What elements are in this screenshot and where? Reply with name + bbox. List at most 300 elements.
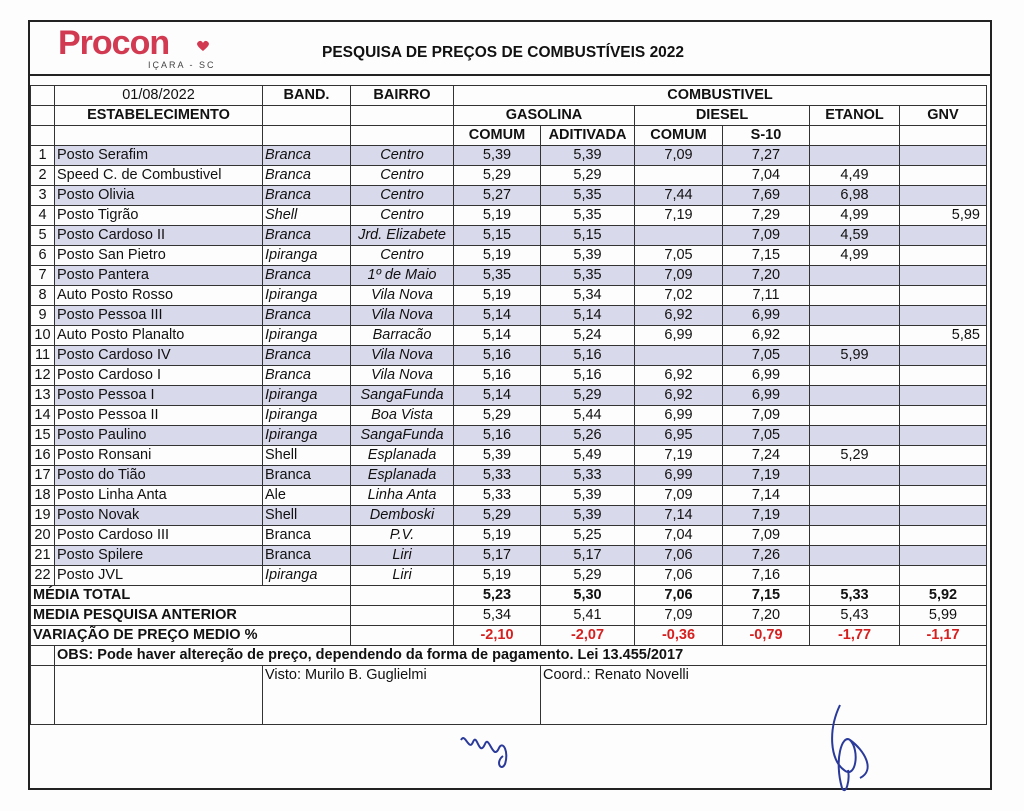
gnv-price xyxy=(900,146,987,166)
bairro-cell: SangaFunda xyxy=(351,386,454,406)
row-number: 21 xyxy=(31,546,55,566)
blank-cell xyxy=(263,126,351,146)
gasolina-aditivada-price: 5,16 xyxy=(541,366,635,386)
gasolina-header: GASOLINA xyxy=(454,106,635,126)
row-number: 11 xyxy=(31,346,55,366)
etanol-price: 5,99 xyxy=(810,346,900,366)
visto-text: Visto: Murilo B. Guglielmi xyxy=(265,667,427,683)
band-header: BAND. xyxy=(263,86,351,106)
blank-cell xyxy=(31,666,55,725)
bairro-cell: Vila Nova xyxy=(351,306,454,326)
diesel-comum-price: 7,09 xyxy=(635,146,723,166)
band-cell: Ipiranga xyxy=(263,326,351,346)
variacao-diesel-s10: -0,79 xyxy=(723,626,810,646)
establishment-name: Auto Posto Planalto xyxy=(55,326,263,346)
gasolina-comum-price: 5,15 xyxy=(454,226,541,246)
variacao xyxy=(31,626,987,646)
table-row xyxy=(31,406,987,426)
diesel-s10-header: S-10 xyxy=(723,126,810,146)
bairro-cell: 1º de Maio xyxy=(351,266,454,286)
diesel-comum-price: 7,09 xyxy=(635,266,723,286)
etanol-price: 4,99 xyxy=(810,206,900,226)
bairro-cell: Linha Anta xyxy=(351,486,454,506)
row-number: 19 xyxy=(31,506,55,526)
gasolina-aditivada-price: 5,29 xyxy=(541,386,635,406)
establishment-name: Posto Pessoa I xyxy=(55,386,263,406)
band-cell: Ipiranga xyxy=(263,286,351,306)
gasolina-aditivada-price: 5,35 xyxy=(541,186,635,206)
procon-logo xyxy=(58,24,258,70)
row-number: 1 xyxy=(31,146,55,166)
gnv-price xyxy=(900,286,987,306)
etanol-header: ETANOL xyxy=(810,106,900,126)
gasolina-comum-price: 5,19 xyxy=(454,526,541,546)
establishment-name: Posto Ronsani xyxy=(55,446,263,466)
blank-cell xyxy=(263,106,351,126)
table-row xyxy=(31,206,987,226)
media-total-gnv: 5,92 xyxy=(900,586,987,606)
etanol-price xyxy=(810,506,900,526)
media-total-gasolina-aditivada: 5,30 xyxy=(541,586,635,606)
gnv-price xyxy=(900,346,987,366)
diesel-comum-price: 6,92 xyxy=(635,306,723,326)
band-cell: Branca xyxy=(263,546,351,566)
gasolina-comum-price: 5,39 xyxy=(454,146,541,166)
band-cell: Ipiranga xyxy=(263,406,351,426)
row-number: 10 xyxy=(31,326,55,346)
gnv-price xyxy=(900,546,987,566)
bairro-cell: Vila Nova xyxy=(351,366,454,386)
diesel-comum-price: 7,19 xyxy=(635,206,723,226)
diesel-comum-price xyxy=(635,166,723,186)
combustivel-header: COMBUSTIVEL xyxy=(454,86,987,106)
etanol-price xyxy=(810,326,900,346)
bairro-cell: SangaFunda xyxy=(351,426,454,446)
band-cell: Branca xyxy=(263,346,351,366)
etanol-price xyxy=(810,366,900,386)
gasolina-comum-price: 5,14 xyxy=(454,306,541,326)
establishment-name: Posto Cardoso I xyxy=(55,366,263,386)
media-anterior-label: MEDIA PESQUISA ANTERIOR xyxy=(31,606,351,626)
blank-cell xyxy=(31,126,55,146)
establishment-name: Auto Posto Rosso xyxy=(55,286,263,306)
bairro-header: BAIRRO xyxy=(351,86,454,106)
table-row xyxy=(31,306,987,326)
gasolina-comum-price: 5,29 xyxy=(454,506,541,526)
row-number: 3 xyxy=(31,186,55,206)
blank-cell xyxy=(31,106,55,126)
media-total-diesel-s10: 7,15 xyxy=(723,586,810,606)
diesel-comum-price: 7,06 xyxy=(635,566,723,586)
diesel-comum-price: 7,44 xyxy=(635,186,723,206)
bairro-cell: Centro xyxy=(351,166,454,186)
diesel-s10-price: 6,92 xyxy=(723,326,810,346)
establishment-name: Posto Serafim xyxy=(55,146,263,166)
blank-cell xyxy=(31,86,55,106)
diesel-comum-price: 7,06 xyxy=(635,546,723,566)
visto-cell xyxy=(263,666,541,725)
etanol-price xyxy=(810,266,900,286)
bairro-cell: Centro xyxy=(351,206,454,226)
bairro-cell: P.V. xyxy=(351,526,454,546)
diesel-comum-price: 6,95 xyxy=(635,426,723,446)
gasolina-aditivada-price: 5,35 xyxy=(541,266,635,286)
gasolina-aditivada-price: 5,26 xyxy=(541,426,635,446)
row-number: 2 xyxy=(31,166,55,186)
gasolina-comum-price: 5,35 xyxy=(454,266,541,286)
gasolina-aditivada-price: 5,17 xyxy=(541,546,635,566)
table-row xyxy=(31,266,987,286)
variacao-gnv: -1,17 xyxy=(900,626,987,646)
gnv-price xyxy=(900,246,987,266)
establishment-name: Posto Cardoso IV xyxy=(55,346,263,366)
diesel-s10-price: 7,19 xyxy=(723,466,810,486)
diesel-s10-price: 7,27 xyxy=(723,146,810,166)
gasolina-comum-price: 5,17 xyxy=(454,546,541,566)
diesel-s10-price: 7,09 xyxy=(723,406,810,426)
diesel-s10-price: 7,24 xyxy=(723,446,810,466)
diesel-s10-price: 7,16 xyxy=(723,566,810,586)
bairro-cell: Liri xyxy=(351,546,454,566)
gasolina-comum-price: 5,16 xyxy=(454,366,541,386)
establishment-name: Posto Paulino xyxy=(55,426,263,446)
bairro-cell: Liri xyxy=(351,566,454,586)
table-row xyxy=(31,186,987,206)
row-number: 18 xyxy=(31,486,55,506)
bairro-cell: Vila Nova xyxy=(351,286,454,306)
gasolina-aditivada-price: 5,49 xyxy=(541,446,635,466)
table-row xyxy=(31,286,987,306)
gnv-price xyxy=(900,186,987,206)
diesel-s10-price: 7,09 xyxy=(723,226,810,246)
band-cell: Branca xyxy=(263,306,351,326)
bairro-cell: Esplanada xyxy=(351,446,454,466)
diesel-s10-price: 7,29 xyxy=(723,206,810,226)
gasolina-comum-price: 5,16 xyxy=(454,346,541,366)
band-cell: Branca xyxy=(263,466,351,486)
diesel-comum-price: 6,92 xyxy=(635,366,723,386)
bairro-cell: Boa Vista xyxy=(351,406,454,426)
establishment-name: Posto San Pietro xyxy=(55,246,263,266)
gasolina-aditivada-price: 5,35 xyxy=(541,206,635,226)
band-cell: Branca xyxy=(263,526,351,546)
diesel-s10-price: 7,26 xyxy=(723,546,810,566)
gasolina-comum-price: 5,19 xyxy=(454,206,541,226)
table-row xyxy=(31,326,987,346)
band-cell: Ipiranga xyxy=(263,386,351,406)
heart-icon xyxy=(196,40,210,52)
band-cell: Ipiranga xyxy=(263,246,351,266)
gasolina-comum-price: 5,14 xyxy=(454,386,541,406)
table-row xyxy=(31,506,987,526)
gasolina-aditivada-price: 5,34 xyxy=(541,286,635,306)
etanol-price xyxy=(810,466,900,486)
media-anterior-diesel-comum: 7,09 xyxy=(635,606,723,626)
gnv-price xyxy=(900,166,987,186)
logo-subtitle: IÇARA - SC xyxy=(148,60,216,70)
blank-cell xyxy=(351,106,454,126)
diesel-s10-price: 7,05 xyxy=(723,346,810,366)
variacao-gasolina-comum: -2,10 xyxy=(454,626,541,646)
blank-cell xyxy=(31,646,55,666)
gasolina-comum-price: 5,27 xyxy=(454,186,541,206)
row-number: 16 xyxy=(31,446,55,466)
gnv-price: 5,85 xyxy=(900,326,987,346)
gnv-price xyxy=(900,306,987,326)
row-number: 6 xyxy=(31,246,55,266)
establishment-name: Posto Tigrão xyxy=(55,206,263,226)
gasolina-aditivada-price: 5,24 xyxy=(541,326,635,346)
diesel-s10-price: 7,05 xyxy=(723,426,810,446)
media-anterior-gasolina-comum: 5,34 xyxy=(454,606,541,626)
gasolina-aditivada-price: 5,33 xyxy=(541,466,635,486)
logo-text: Procon xyxy=(58,24,170,62)
signature-coord xyxy=(820,700,890,800)
diesel-s10-price: 6,99 xyxy=(723,366,810,386)
bairro-cell: Jrd. Elizabete xyxy=(351,226,454,246)
row-number: 14 xyxy=(31,406,55,426)
diesel-s10-price: 7,69 xyxy=(723,186,810,206)
diesel-comum-price: 7,04 xyxy=(635,526,723,546)
etanol-price xyxy=(810,426,900,446)
gasolina-comum-price: 5,14 xyxy=(454,326,541,346)
row-number: 22 xyxy=(31,566,55,586)
diesel-comum-price xyxy=(635,346,723,366)
diesel-comum-header: COMUM xyxy=(635,126,723,146)
gnv-price xyxy=(900,566,987,586)
gasolina-aditivada-price: 5,15 xyxy=(541,226,635,246)
gnv-price xyxy=(900,466,987,486)
diesel-s10-price: 6,99 xyxy=(723,386,810,406)
blank-cell xyxy=(55,666,263,725)
etanol-price xyxy=(810,386,900,406)
variacao-diesel-comum: -0,36 xyxy=(635,626,723,646)
gnv-price xyxy=(900,506,987,526)
bairro-cell: Centro xyxy=(351,146,454,166)
diesel-comum-price: 7,14 xyxy=(635,506,723,526)
table-row xyxy=(31,526,987,546)
media-total-diesel-comum: 7,06 xyxy=(635,586,723,606)
establishment-name: Posto Olivia xyxy=(55,186,263,206)
gasolina-comum-price: 5,16 xyxy=(454,426,541,446)
band-cell: Branca xyxy=(263,186,351,206)
table-row xyxy=(31,546,987,566)
table-row xyxy=(31,166,987,186)
table-row xyxy=(31,386,987,406)
gasolina-aditivada-price: 5,44 xyxy=(541,406,635,426)
gnv-price xyxy=(900,426,987,446)
gnv-price xyxy=(900,446,987,466)
blank-cell xyxy=(351,626,454,646)
etanol-price xyxy=(810,566,900,586)
etanol-price: 6,98 xyxy=(810,186,900,206)
establishment-name: Posto JVL xyxy=(55,566,263,586)
table-row xyxy=(31,486,987,506)
row-number: 9 xyxy=(31,306,55,326)
etanol-price xyxy=(810,306,900,326)
etanol-price: 4,59 xyxy=(810,226,900,246)
etanol-price xyxy=(810,286,900,306)
diesel-comum-price xyxy=(635,226,723,246)
band-cell: Ipiranga xyxy=(263,566,351,586)
gasolina-aditivada-price: 5,39 xyxy=(541,146,635,166)
etanol-price xyxy=(810,546,900,566)
gasolina-aditivada-price: 5,39 xyxy=(541,486,635,506)
variacao-label: VARIAÇÃO DE PREÇO MEDIO % xyxy=(31,626,351,646)
band-cell: Branca xyxy=(263,226,351,246)
page-title: PESQUISA DE PREÇOS DE COMBUSTÍVEIS 2022 xyxy=(322,44,685,61)
media-total-gasolina-comum: 5,23 xyxy=(454,586,541,606)
establishment-name: Posto Linha Anta xyxy=(55,486,263,506)
coord-cell xyxy=(541,666,987,725)
gnv-price xyxy=(900,406,987,426)
diesel-s10-price: 7,09 xyxy=(723,526,810,546)
survey-date: 01/08/2022 xyxy=(55,86,263,106)
blank-cell xyxy=(351,606,454,626)
blank-cell xyxy=(351,126,454,146)
table-row xyxy=(31,246,987,266)
table-row xyxy=(31,566,987,586)
row-number: 15 xyxy=(31,426,55,446)
diesel-comum-price: 6,99 xyxy=(635,406,723,426)
etanol-price xyxy=(810,486,900,506)
diesel-comum-price: 6,99 xyxy=(635,466,723,486)
media-anterior xyxy=(31,606,987,626)
table-row xyxy=(31,346,987,366)
diesel-s10-price: 7,15 xyxy=(723,246,810,266)
diesel-header: DIESEL xyxy=(635,106,810,126)
gasolina-comum-price: 5,33 xyxy=(454,486,541,506)
media-anterior-gnv: 5,99 xyxy=(900,606,987,626)
table-row xyxy=(31,226,987,246)
table-row xyxy=(31,426,987,446)
establishment-name: Posto Pantera xyxy=(55,266,263,286)
bairro-cell: Centro xyxy=(351,186,454,206)
bairro-cell: Vila Nova xyxy=(351,346,454,366)
row-number: 17 xyxy=(31,466,55,486)
establishment-name: Posto Novak xyxy=(55,506,263,526)
etanol-price: 4,49 xyxy=(810,166,900,186)
band-cell: Branca xyxy=(263,366,351,386)
row-number: 5 xyxy=(31,226,55,246)
row-number: 8 xyxy=(31,286,55,306)
bairro-cell: Barracão xyxy=(351,326,454,346)
gasolina-aditivada-price: 5,29 xyxy=(541,166,635,186)
bairro-cell: Centro xyxy=(351,246,454,266)
variacao-gasolina-aditivada: -2,07 xyxy=(541,626,635,646)
blank-cell xyxy=(900,126,987,146)
establishment-name: Posto do Tião xyxy=(55,466,263,486)
diesel-s10-price: 7,20 xyxy=(723,266,810,286)
diesel-s10-price: 7,19 xyxy=(723,506,810,526)
table-row xyxy=(31,366,987,386)
blank-cell xyxy=(810,126,900,146)
band-cell: Shell xyxy=(263,206,351,226)
gnv-price xyxy=(900,226,987,246)
divider xyxy=(28,74,992,76)
gasolina-comum-price: 5,29 xyxy=(454,406,541,426)
gnv-price xyxy=(900,486,987,506)
etanol-price: 5,29 xyxy=(810,446,900,466)
gasolina-aditivada-price: 5,39 xyxy=(541,506,635,526)
band-cell: Branca xyxy=(263,166,351,186)
media-total xyxy=(31,586,987,606)
gasolina-comum-price: 5,33 xyxy=(454,466,541,486)
fuel-price-table xyxy=(30,85,987,725)
obs-note: OBS: Pode haver altereção de preço, dependendo da forma de pagamento. Lei 13.455/2017 xyxy=(55,646,987,666)
gasolina-aditivada-price: 5,39 xyxy=(541,246,635,266)
band-cell: Branca xyxy=(263,146,351,166)
gasolina-aditivada-price: 5,25 xyxy=(541,526,635,546)
band-cell: Ale xyxy=(263,486,351,506)
bairro-cell: Demboski xyxy=(351,506,454,526)
estabelecimento-header: ESTABELECIMENTO xyxy=(55,106,263,126)
diesel-comum-price: 7,02 xyxy=(635,286,723,306)
gasolina-aditivada-price: 5,16 xyxy=(541,346,635,366)
row-number: 20 xyxy=(31,526,55,546)
diesel-comum-price: 6,92 xyxy=(635,386,723,406)
gasolina-comum-price: 5,19 xyxy=(454,566,541,586)
establishment-name: Posto Pessoa III xyxy=(55,306,263,326)
row-number: 12 xyxy=(31,366,55,386)
bairro-cell: Esplanada xyxy=(351,466,454,486)
band-cell: Ipiranga xyxy=(263,426,351,446)
gasolina-comum-price: 5,19 xyxy=(454,286,541,306)
gnv-price: 5,99 xyxy=(900,206,987,226)
row-number: 4 xyxy=(31,206,55,226)
row-number: 13 xyxy=(31,386,55,406)
gasolina-comum-price: 5,19 xyxy=(454,246,541,266)
gas-comum-header: COMUM xyxy=(454,126,541,146)
establishment-name: Posto Cardoso II xyxy=(55,226,263,246)
blank-cell xyxy=(55,126,263,146)
media-total-etanol: 5,33 xyxy=(810,586,900,606)
establishment-name: Posto Cardoso III xyxy=(55,526,263,546)
media-anterior-gasolina-aditivada: 5,41 xyxy=(541,606,635,626)
gasolina-comum-price: 5,29 xyxy=(454,166,541,186)
diesel-s10-price: 7,04 xyxy=(723,166,810,186)
gasolina-comum-price: 5,39 xyxy=(454,446,541,466)
diesel-s10-price: 7,11 xyxy=(723,286,810,306)
diesel-comum-price: 7,19 xyxy=(635,446,723,466)
table-row xyxy=(31,466,987,486)
media-total-label: MÉDIA TOTAL xyxy=(31,586,351,606)
diesel-s10-price: 7,14 xyxy=(723,486,810,506)
etanol-price xyxy=(810,406,900,426)
gnv-price xyxy=(900,526,987,546)
table-row xyxy=(31,446,987,466)
gnv-price xyxy=(900,266,987,286)
diesel-s10-price: 6,99 xyxy=(723,306,810,326)
blank-cell xyxy=(351,586,454,606)
diesel-comum-price: 6,99 xyxy=(635,326,723,346)
gasolina-aditivada-price: 5,29 xyxy=(541,566,635,586)
gas-aditivada-header: ADITIVADA xyxy=(541,126,635,146)
band-cell: Shell xyxy=(263,506,351,526)
gnv-price xyxy=(900,386,987,406)
establishment-name: Speed C. de Combustivel xyxy=(55,166,263,186)
diesel-comum-price: 7,05 xyxy=(635,246,723,266)
gasolina-aditivada-price: 5,14 xyxy=(541,306,635,326)
band-cell: Shell xyxy=(263,446,351,466)
etanol-price: 4,99 xyxy=(810,246,900,266)
table-row xyxy=(31,146,987,166)
signature-visto xyxy=(455,722,525,774)
establishment-name: Posto Spilere xyxy=(55,546,263,566)
gnv-price xyxy=(900,366,987,386)
etanol-price xyxy=(810,526,900,546)
media-anterior-etanol: 5,43 xyxy=(810,606,900,626)
